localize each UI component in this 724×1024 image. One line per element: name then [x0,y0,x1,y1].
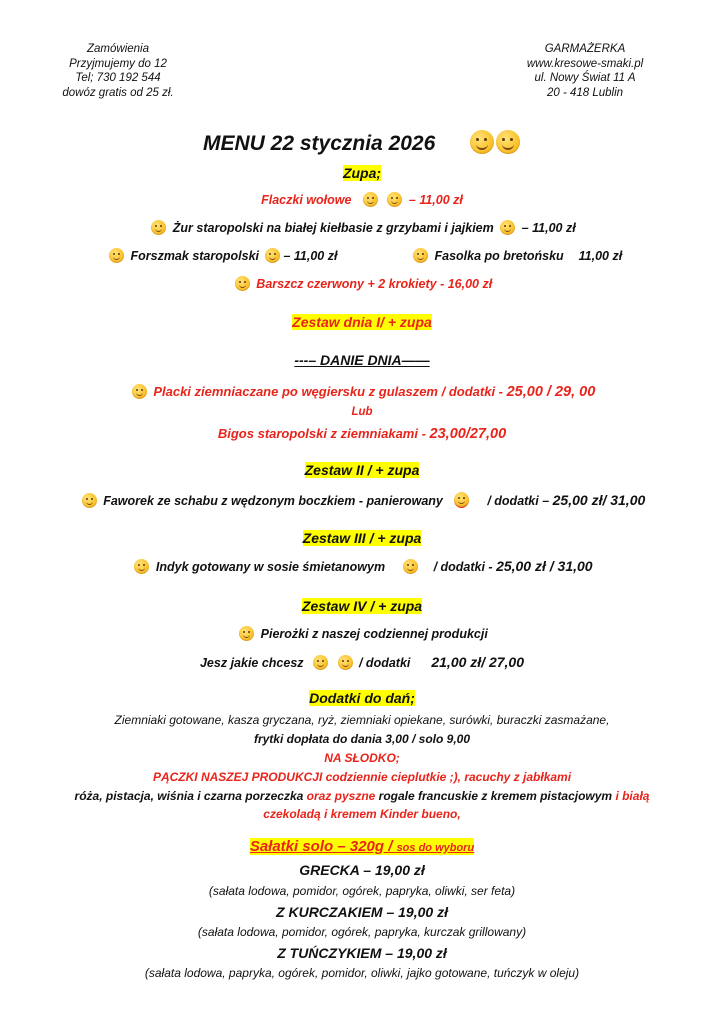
paczki-row [0,770,724,784]
slodkie-a: róża, pistacja, wiśnia i czarna porzeczka [74,789,307,803]
winking-face-icon [454,492,469,508]
tunczyk-desc: (sałata lodowa, papryka, ogórek, pomidor, oliwki, jajko gotowane, tuńczyk w oleju) [144,966,580,980]
winking-face-icon [109,248,124,263]
dodatki-heading: Dodatki do dań; [309,690,415,706]
salatki-sos: sos do wyboru [396,842,475,854]
jesz-row [0,654,724,670]
zestaw3-heading: Zestaw III / + zupa [302,530,422,546]
order-info-line: dowóz gratis od 25 zł. [62,86,174,99]
forszmak-price: – 11,00 zł [283,249,338,263]
lub-row [0,406,724,418]
winking-face-icon [239,626,254,641]
zestaw1-heading-row [0,314,724,330]
menu-title: MENU 22 stycznia 2026 [203,132,436,155]
slodkie-row [0,789,724,803]
flaczki-name: Flaczki wołowe [261,193,352,207]
shop-website: www.kresowe-smaki.pl [526,57,644,70]
forszmak-item [106,248,337,263]
zur-price: – 11,00 zł [521,221,576,235]
shop-postcode: 20 - 418 Lublin [546,86,624,99]
winking-face-icon [387,192,402,207]
jesz-label: Jesz jakie chcesz [199,656,304,670]
winking-face-icon [496,130,520,154]
zestaw4-heading: Zestaw IV / + zupa [301,598,423,614]
menu-title-row [0,130,724,156]
order-info [28,42,208,100]
paczki-red: PĄCZKI NASZEJ PRODUKCJI [152,770,323,784]
order-info-line: Tel; 730 192 544 [75,72,161,84]
shop-address: ul. Nowy Świat 11 A [534,72,636,84]
fasolka-price: 11,00 zł [578,249,623,263]
pierozki-label: Pierożki z naszej codziennej produkcji [260,627,488,641]
danie-dnia-row [0,352,724,368]
slodkie-d: i białą [615,789,650,803]
dodatki-heading-row [0,690,724,706]
fasolka-item [410,248,622,263]
fasolka-name: Fasolka po bretońsku [434,249,564,263]
indyk-row [0,558,724,574]
placki-name: Placki ziemniaczane po węgiersku z gulaszem / dodatki - [153,384,507,399]
zestaw3-heading-row [0,530,724,546]
barszcz-row [0,276,724,291]
winking-face-icon [235,276,250,291]
faworek-price-prefix: / dodatki – [487,494,553,508]
order-info-line: Zamówienia [87,43,149,55]
zestaw4-heading-row [0,598,724,614]
zestaw2-heading: Zestaw II / + zupa [304,462,420,478]
jesz-price-prefix: / dodatki [358,656,411,670]
jesz-price: 21,00 zł/ 27,00 [431,654,524,670]
faworek-name: Faworek ze schabu z wędzonym boczkiem - panierowany [103,494,443,508]
paczki-black: codziennie cieplutkie ;), racuchy z jabłkami [322,770,572,784]
winking-face-icon [265,248,280,263]
zestaw2-heading-row [0,462,724,478]
placki-price: 25,00 / 29, 00 [506,384,596,400]
winking-face-icon [151,220,166,235]
salatki-heading [250,838,474,855]
flaczki-row [0,192,724,207]
bigos-price: 23,00/27,00 [429,426,507,442]
shop-info [490,42,680,100]
barszcz: Barszcz czerwony + 2 krokiety - 16,00 zł [256,277,493,291]
dodatki-line2: frytki dopłata do dania 3,00 / solo 9,00 [253,732,471,746]
forszmak-name: Forszmak staropolski [130,249,259,263]
faworek-row [0,492,724,508]
pierozki-row [0,626,724,641]
slodkie-line6: czekoladą i kremem Kinder bueno, [263,807,461,821]
winking-face-icon [470,130,494,154]
bigos-row [0,426,724,442]
zupa-heading: Zupa; [342,165,382,181]
zur-row [0,220,724,235]
winking-face-icon [413,248,428,263]
winking-face-icon [338,655,353,670]
bigos-name: Bigos staropolski z ziemniakami - [217,426,430,441]
dodatki-line1: Ziemniaki gotowane, kasza gryczana, ryż, ziemniaki opiekane, surówki, buraczki zasmażane, [114,713,610,727]
zestaw1-heading: Zestaw dnia I/ + zupa [292,314,432,330]
winking-face-icon [363,192,378,207]
zupa-heading-row [0,165,724,181]
winking-face-icon [132,384,147,399]
na-slodko: NA SŁODKO; [324,751,400,765]
winking-face-icon [313,655,328,670]
slodkie-b: oraz pyszne [306,789,379,803]
placki-row [0,384,724,400]
salatki-heading-text: Sałatki solo – 320g / [249,838,393,855]
indyk-price: 25,00 zł / 31,00 [496,558,593,574]
indyk-name: Indyk gotowany w sosie śmietanowym [155,560,386,574]
danie-dnia-label: ---– DANIE DNIA—— [294,352,430,368]
tunczyk: Z TUŃCZYKIEM – 19,00 zł [277,945,447,961]
winking-face-icon [403,559,418,574]
flaczki-price: – 11,00 zł [408,193,463,207]
order-info-line: Przyjmujemy do 12 [69,57,167,70]
faworek-price: 25,00 zł/ 31,00 [552,492,646,508]
zur-name: Żur staropolski na białej kiełbasie z grzybami i jajkiem [172,221,494,235]
winking-face-icon [500,220,515,235]
indyk-price-prefix: / dodatki - [433,560,497,574]
grecka: GRECKA – 19,00 zł [299,862,425,878]
kurczak: Z KURCZAKIEM – 19,00 zł [276,904,448,920]
lub-label: Lub [351,406,373,418]
grecka-desc: (sałata lodowa, pomidor, ogórek, papryka, oliwki, ser feta) [208,884,516,898]
shop-name: GARMAŻERKA [544,43,626,55]
slodkie-c: rogale francuskie z kremem pistacjowym [378,789,616,803]
winking-face-icon [82,493,97,508]
kurczak-desc: (sałata lodowa, pomidor, ogórek, papryka, kurczak grillowany) [197,925,527,939]
salatki-heading-row [0,838,724,855]
winking-face-icon [134,559,149,574]
